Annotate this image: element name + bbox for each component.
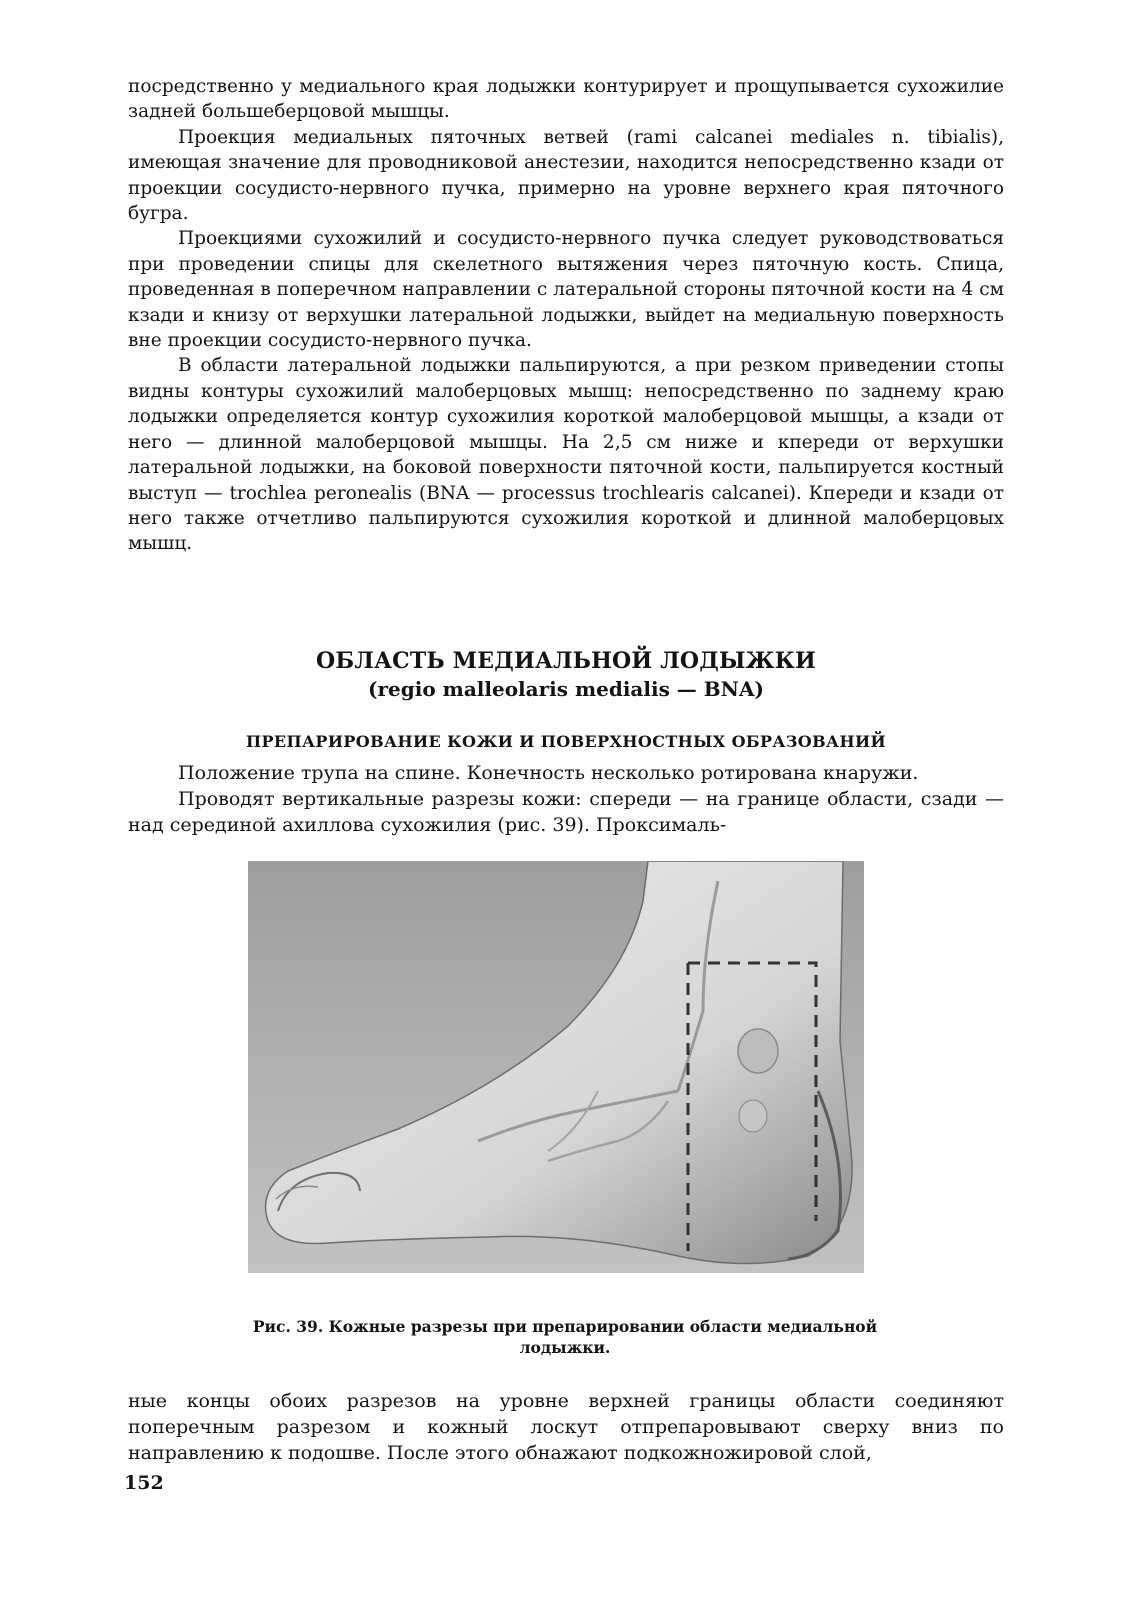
page-number: 152 [124,1472,164,1494]
figure-39-foot-illustration [248,861,864,1273]
paragraph-lateral-malleolus: В области латеральной лодыжки пальпируются, а при резком приведении стопы видны контуры сухожилий малоберцовых мышц: непосредственно по заднему краю лодыжки определяется контур сухожилия короткой малоберцовой мышцы, а кзади от него — длинной малоберцовой мышцы. На 2,5 см ниже и кпереди от верхушки латеральной лодыжки, на боковой поверхности пяточной кости, пальпируется костный выступ — trochlea peronealis (BNA — processus trochlearis calcanei). Кпереди и кзади от него также отчетливо пальпируются сухожилия короткой и длинной малоберцовых мышц. [128,355,1004,555]
section-subheading: ПРЕПАРИРОВАНИЕ КОЖИ И ПОВЕРХНОСТНЫХ ОБРАЗОВАНИЙ [245,732,887,751]
medial-malleolus [738,1029,778,1073]
top-text-block [128,74,1004,557]
paragraph-body-position: Положение трупа на спине. Конечность несколько ротирована кнаружи. [178,762,919,784]
bottom-text-block [128,1388,1004,1466]
section-subtitle: (regio malleolaris medialis — BNA) [368,677,764,701]
figure-caption: Рис. 39. Кожные разрезы при препарировании области медиальной лодыжки. [252,1317,878,1357]
paragraph-incisions: Проводят вертикальные разрезы кожи: спереди — на границе области, сзади — над серединой ахиллова сухожилия (рис. 39). Проксималь- [128,788,1004,836]
foot-drawing [248,861,864,1273]
paragraph-continuation-bottom: ные концы обоих разрезов на уровне верхней границы области соединяют поперечным разрезом и кожный лоскут отпрепаровывают сверху вниз по направлению к подошве. После этого обнажают подкожножировой слой, [128,1390,1004,1464]
paragraph-calcaneal-branches: Проекция медиальных пяточных ветвей (rami calcanei mediales n. tibialis), имеющая значение для проводниковой анестезии, находится непосредственно кзади от проекции сосудисто-нервного пучка, примерно на уровне верхнего края пяточного бугра. [128,126,1004,225]
paragraph-continuation: посредственно у медиального края лодыжки контурирует и прощупывается сухожилие задней большеберцовой мышцы. [128,76,1004,123]
section-text-block [128,760,1004,838]
section-title: ОБЛАСТЬ МЕДИАЛЬНОЙ ЛОДЫЖКИ [316,648,816,674]
paragraph-skeletal-traction: Проекциями сухожилий и сосудисто-нервного пучка следует руководствоваться при проведении спицы для скелетного вытяжения через пяточную кость. Спица, проведенная в поперечном направлении с латеральной стороны пяточной кости на 4 см кзади и книзу от верхушки латеральной лодыжки, выйдет на медиальную поверхность вне проекции сосудисто-нервного пучка. [128,228,1004,352]
